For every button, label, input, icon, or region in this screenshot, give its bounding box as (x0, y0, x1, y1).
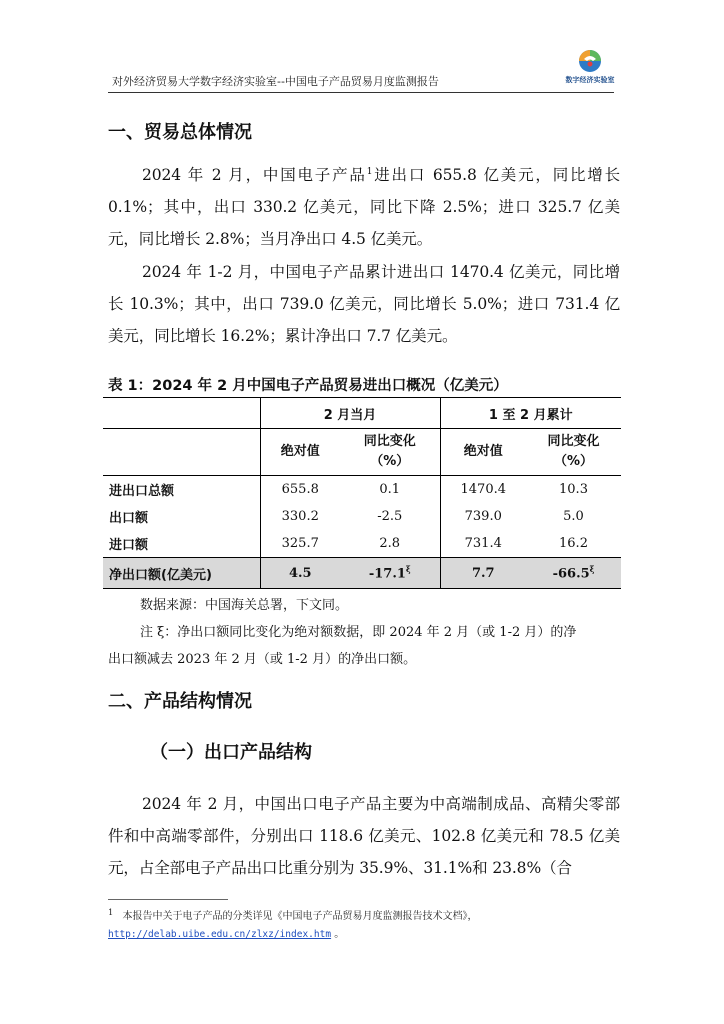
header-title: 对外经济贸易大学数字经济实验室--中国电子产品贸易月度监测报告 (112, 75, 439, 88)
table-row: 进出口总额 655.8 0.1 1470.4 10.3 (103, 476, 621, 504)
sub-header-abs-cum: 绝对值 (440, 429, 526, 476)
footnote-link[interactable]: http://delab.uibe.edu.cn/zlxz/index.htm (108, 929, 332, 941)
footnote-divider (108, 899, 228, 900)
group-header-cumulative: 1 至 2 月累计 (440, 398, 621, 429)
trade-summary-table (103, 397, 621, 589)
section1-paragraph-1: 2024 年 2 月，中国电子产品$^1$进出口 655.8 亿美元，同比增长 0.1%；其中，出口 330.2 亿美元，同比下降 2.5%；进口 325.7 亿美元，同比增长 2.8%；当月净出口 4.5 亿美元。 (108, 166, 621, 249)
table-note-line1: 注 ξ：净出口额同比变化为绝对额数据，即 2024 年 2 月（或 1-2 月）的净 (140, 625, 577, 640)
table-note-line2: 出口额减去 2023 年 2 月（或 1-2 月）的净出口额。 (108, 652, 417, 667)
table-group-header-row (103, 398, 621, 429)
footnote (108, 903, 620, 944)
logo-text: 数字经济实验室 (565, 76, 615, 84)
sub-header-yoy-month: 同比变化（%） (340, 429, 440, 476)
table-row: 出口额 330.2 -2.5 739.0 5.0 (103, 503, 621, 530)
footnote-mark: 1 (108, 907, 114, 917)
footnote-tail: 。 (334, 929, 345, 941)
table-caption: 表 1：2024 年 2 月中国电子产品贸易进出口概况（亿美元） (108, 378, 508, 394)
globe-logo-icon (575, 48, 605, 76)
table-source: 数据来源：中国海关总署，下文同。 (140, 598, 349, 613)
sub-header-abs-month: 绝对值 (260, 429, 340, 476)
section2-subtitle: （一）出口产品结构 (150, 742, 312, 763)
group-header-month: 2 月当月 (260, 398, 440, 429)
section1-title: 一、贸易总体情况 (108, 122, 252, 143)
page-header (108, 70, 614, 93)
sub-header-yoy-cum: 同比变化（%） (526, 429, 621, 476)
footnote-ref: 1 (366, 167, 373, 177)
section2-paragraph: 2024 年 2 月，中国出口电子产品主要为中高端制成品、高精尖零部件和中高端零部件，分别出口 118.6 亿美元、102.8 亿美元和 78.5 亿美元，占全部电子产品出口比重分别为 35.9%、31.1%和 23.8%（合 (108, 795, 620, 877)
table-sub-header-row (103, 429, 621, 476)
section1-paragraph-2: 2024 年 1-2 月，中国电子产品累计进出口 1470.4 亿美元，同比增长 10.3%；其中，出口 739.0 亿美元，同比增长 5.0%；进口 731.4 亿美元，同比增长 16.2%；累计净出口 7.7 亿美元。 (108, 263, 620, 345)
lab-logo (558, 48, 622, 88)
table-row: 进口额 325.7 2.8 731.4 16.2 (103, 530, 621, 558)
footnote-text: 本报告中关于电子产品的分类详见《中国电子产品贸易月度监测报告技术文档》， (122, 911, 478, 923)
section2-title: 二、产品结构情况 (108, 691, 252, 712)
table-row-net-exports: 净出口额(亿美元) 4.5 $-17.1^\xi$ 7.7 $-66.5^\xi$ (103, 558, 621, 589)
